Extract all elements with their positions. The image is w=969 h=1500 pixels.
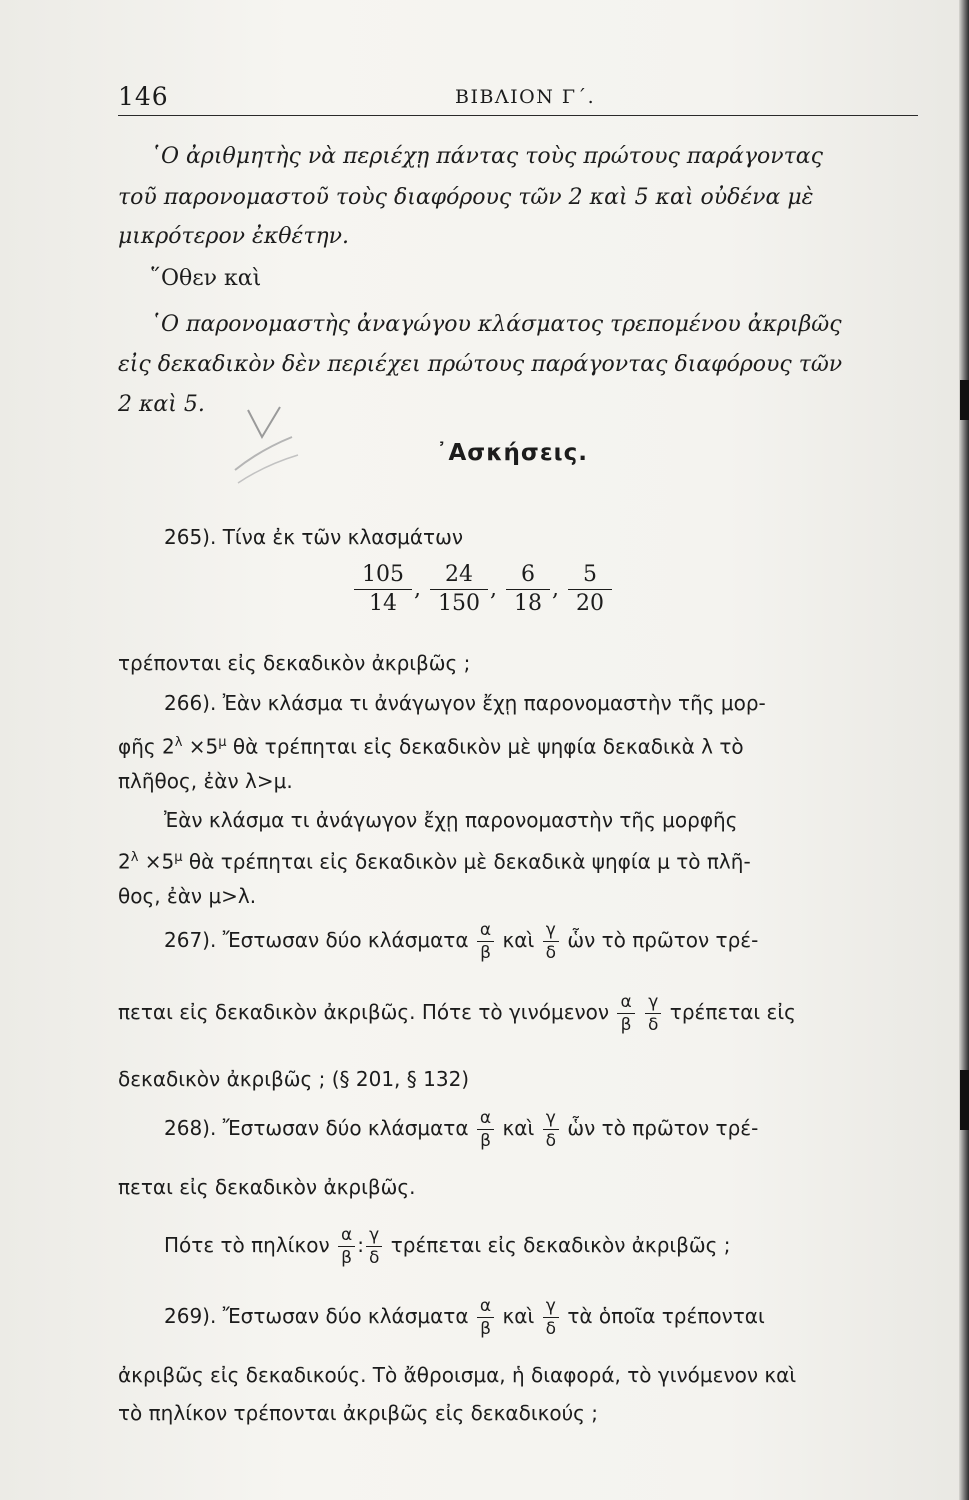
page-edge <box>959 0 969 1500</box>
edge-mark <box>960 380 969 420</box>
fraction: $\frac{\alpha}{\beta}$ <box>477 1108 494 1151</box>
theorem-line: ῾Ο ἀριθμητὴς νὰ περιέχῃ πάντας τοὺς πρώτους παράγοντας <box>150 144 823 169</box>
fraction: $\frac{\gamma}{\delta}$ <box>543 920 559 963</box>
theorem-line: μικρότερον ἐκθέτην. <box>118 224 350 249</box>
fraction: $\frac{105}{14}$ <box>354 562 412 617</box>
section-heading: ᾿Ασκήσεις. <box>436 440 588 466</box>
fraction: $\frac{\gamma}{\delta}$ <box>543 1296 559 1339</box>
exercise-266: 266). Ἐὰν κλάσμα τι ἀνάγωγον ἔχῃ παρονομαστὴν τῆς μορ- <box>164 691 766 715</box>
edge-mark <box>960 1070 969 1130</box>
corollary-intro: ῞Οθεν καὶ <box>150 266 262 291</box>
corollary-line: 2 καὶ 5. <box>118 392 205 417</box>
fraction-list: $\frac{105}{14}$ , $\frac{24}{150}$ , $\frac{6}{18}$ , $\frac{5}{20}$ <box>352 562 614 617</box>
fraction: $\frac{24}{150}$ <box>430 562 488 617</box>
exercise-268: 268). Ἔστωσαν δύο κλάσματα $\frac{\alpha}{\beta}$ καὶ $\frac{\gamma}{\delta}$ ὧν τὸ πρῶτον τρέ- <box>164 1108 759 1151</box>
exercise-266-line: φῆς $2^\lambda \times 5^\mu$ θὰ τρέπηται εἰς δεκαδικὸν μὲ ψηφία δεκαδικὰ λ τὸ <box>118 734 744 759</box>
fraction: $\frac{\alpha}{\beta}$ <box>617 992 634 1035</box>
exercise-268-line: Πότε τὸ πηλίκον $\frac{\alpha}{\beta}$ : $\frac{\gamma}{\delta}$ τρέπεται εἰς δεκαδικὸν ἀκριβῶς ; <box>164 1225 731 1268</box>
exercise-269-line: ἀκριβῶς εἰς δεκαδικούς. Τὸ ἄθροισμα, ἡ διαφορά, τὸ γινόμενον καὶ <box>118 1363 797 1387</box>
theorem-line: τοῦ παρονομαστοῦ τοὺς διαφόρους τῶν 2 καὶ 5 καὶ οὐδένα μὲ <box>118 185 814 210</box>
exercise-265-closing: τρέπονται εἰς δεκαδικὸν ἀκριβῶς ; <box>118 651 471 675</box>
fraction: $\frac{\gamma}{\delta}$ <box>543 1108 559 1151</box>
exercise-266-line: $2^\lambda \times 5^\mu$ θὰ τρέπηται εἰς δεκαδικὸν μὲ δεκαδικὰ ψηφία μ τὸ πλῆ- <box>118 849 751 874</box>
pencil-mark <box>230 395 300 485</box>
exercise-266-line: θος, ἐὰν μ>λ. <box>118 884 257 908</box>
exercise-267-line: πεται εἰς δεκαδικὸν ἀκριβῶς. Πότε τὸ γινόμενον $\frac{\alpha}{\beta}$ $\frac{\gamma}{\delta}$ τρέπεται εἰς <box>118 992 796 1035</box>
corollary-line: εἰς δεκαδικὸν δὲν περιέχει πρώτους παράγοντας διαφόρους τῶν <box>118 352 843 377</box>
exercise-269-line: τὸ πηλίκον τρέπονται ἀκριβῶς εἰς δεκαδικούς ; <box>118 1401 599 1425</box>
fraction: $\frac{\gamma}{\delta}$ <box>366 1225 382 1268</box>
exercise-265: 265). Τίνα ἐκ τῶν κλασμάτων <box>164 525 464 549</box>
fraction: $\frac{\alpha}{\beta}$ <box>477 920 494 963</box>
page-number: 146 <box>118 82 169 111</box>
fraction: $\frac{\alpha}{\beta}$ <box>477 1296 494 1339</box>
exercise-268-line: πεται εἰς δεκαδικὸν ἀκριβῶς. <box>118 1175 416 1199</box>
fraction: $\frac{\gamma}{\delta}$ <box>645 992 661 1035</box>
exercise-267: 267). Ἔστωσαν δύο κλάσματα $\frac{\alpha}{\beta}$ καὶ $\frac{\gamma}{\delta}$ ὧν τὸ πρῶτον τρέ- <box>164 920 759 963</box>
corollary-line: ῾Ο παρονομαστὴς ἀναγώγου κλάσματος τρεπομένου ἀκριβῶς <box>150 312 842 337</box>
header-rule <box>118 115 918 116</box>
exercise-266-line: Ἐὰν κλάσμα τι ἀνάγωγον ἔχῃ παρονομαστὴν τῆς μορφῆς <box>164 808 738 832</box>
exercise-266-line: πλῆθος, ἐὰν λ>μ. <box>118 769 293 793</box>
fraction: $\frac{5}{20}$ <box>568 562 612 617</box>
exercise-269: 269). Ἔστωσαν δύο κλάσματα $\frac{\alpha}{\beta}$ καὶ $\frac{\gamma}{\delta}$ τὰ ὁποῖα τρέπονται <box>164 1296 765 1339</box>
fraction: $\frac{\alpha}{\beta}$ <box>338 1225 355 1268</box>
exercise-267-line: δεκαδικὸν ἀκριβῶς ; (§ 201, § 132) <box>118 1067 470 1091</box>
page-header <box>118 82 918 112</box>
running-head: ΒΙΒΛΙΟΝ Γ΄. <box>455 86 596 108</box>
fraction: $\frac{6}{18}$ <box>506 562 550 617</box>
